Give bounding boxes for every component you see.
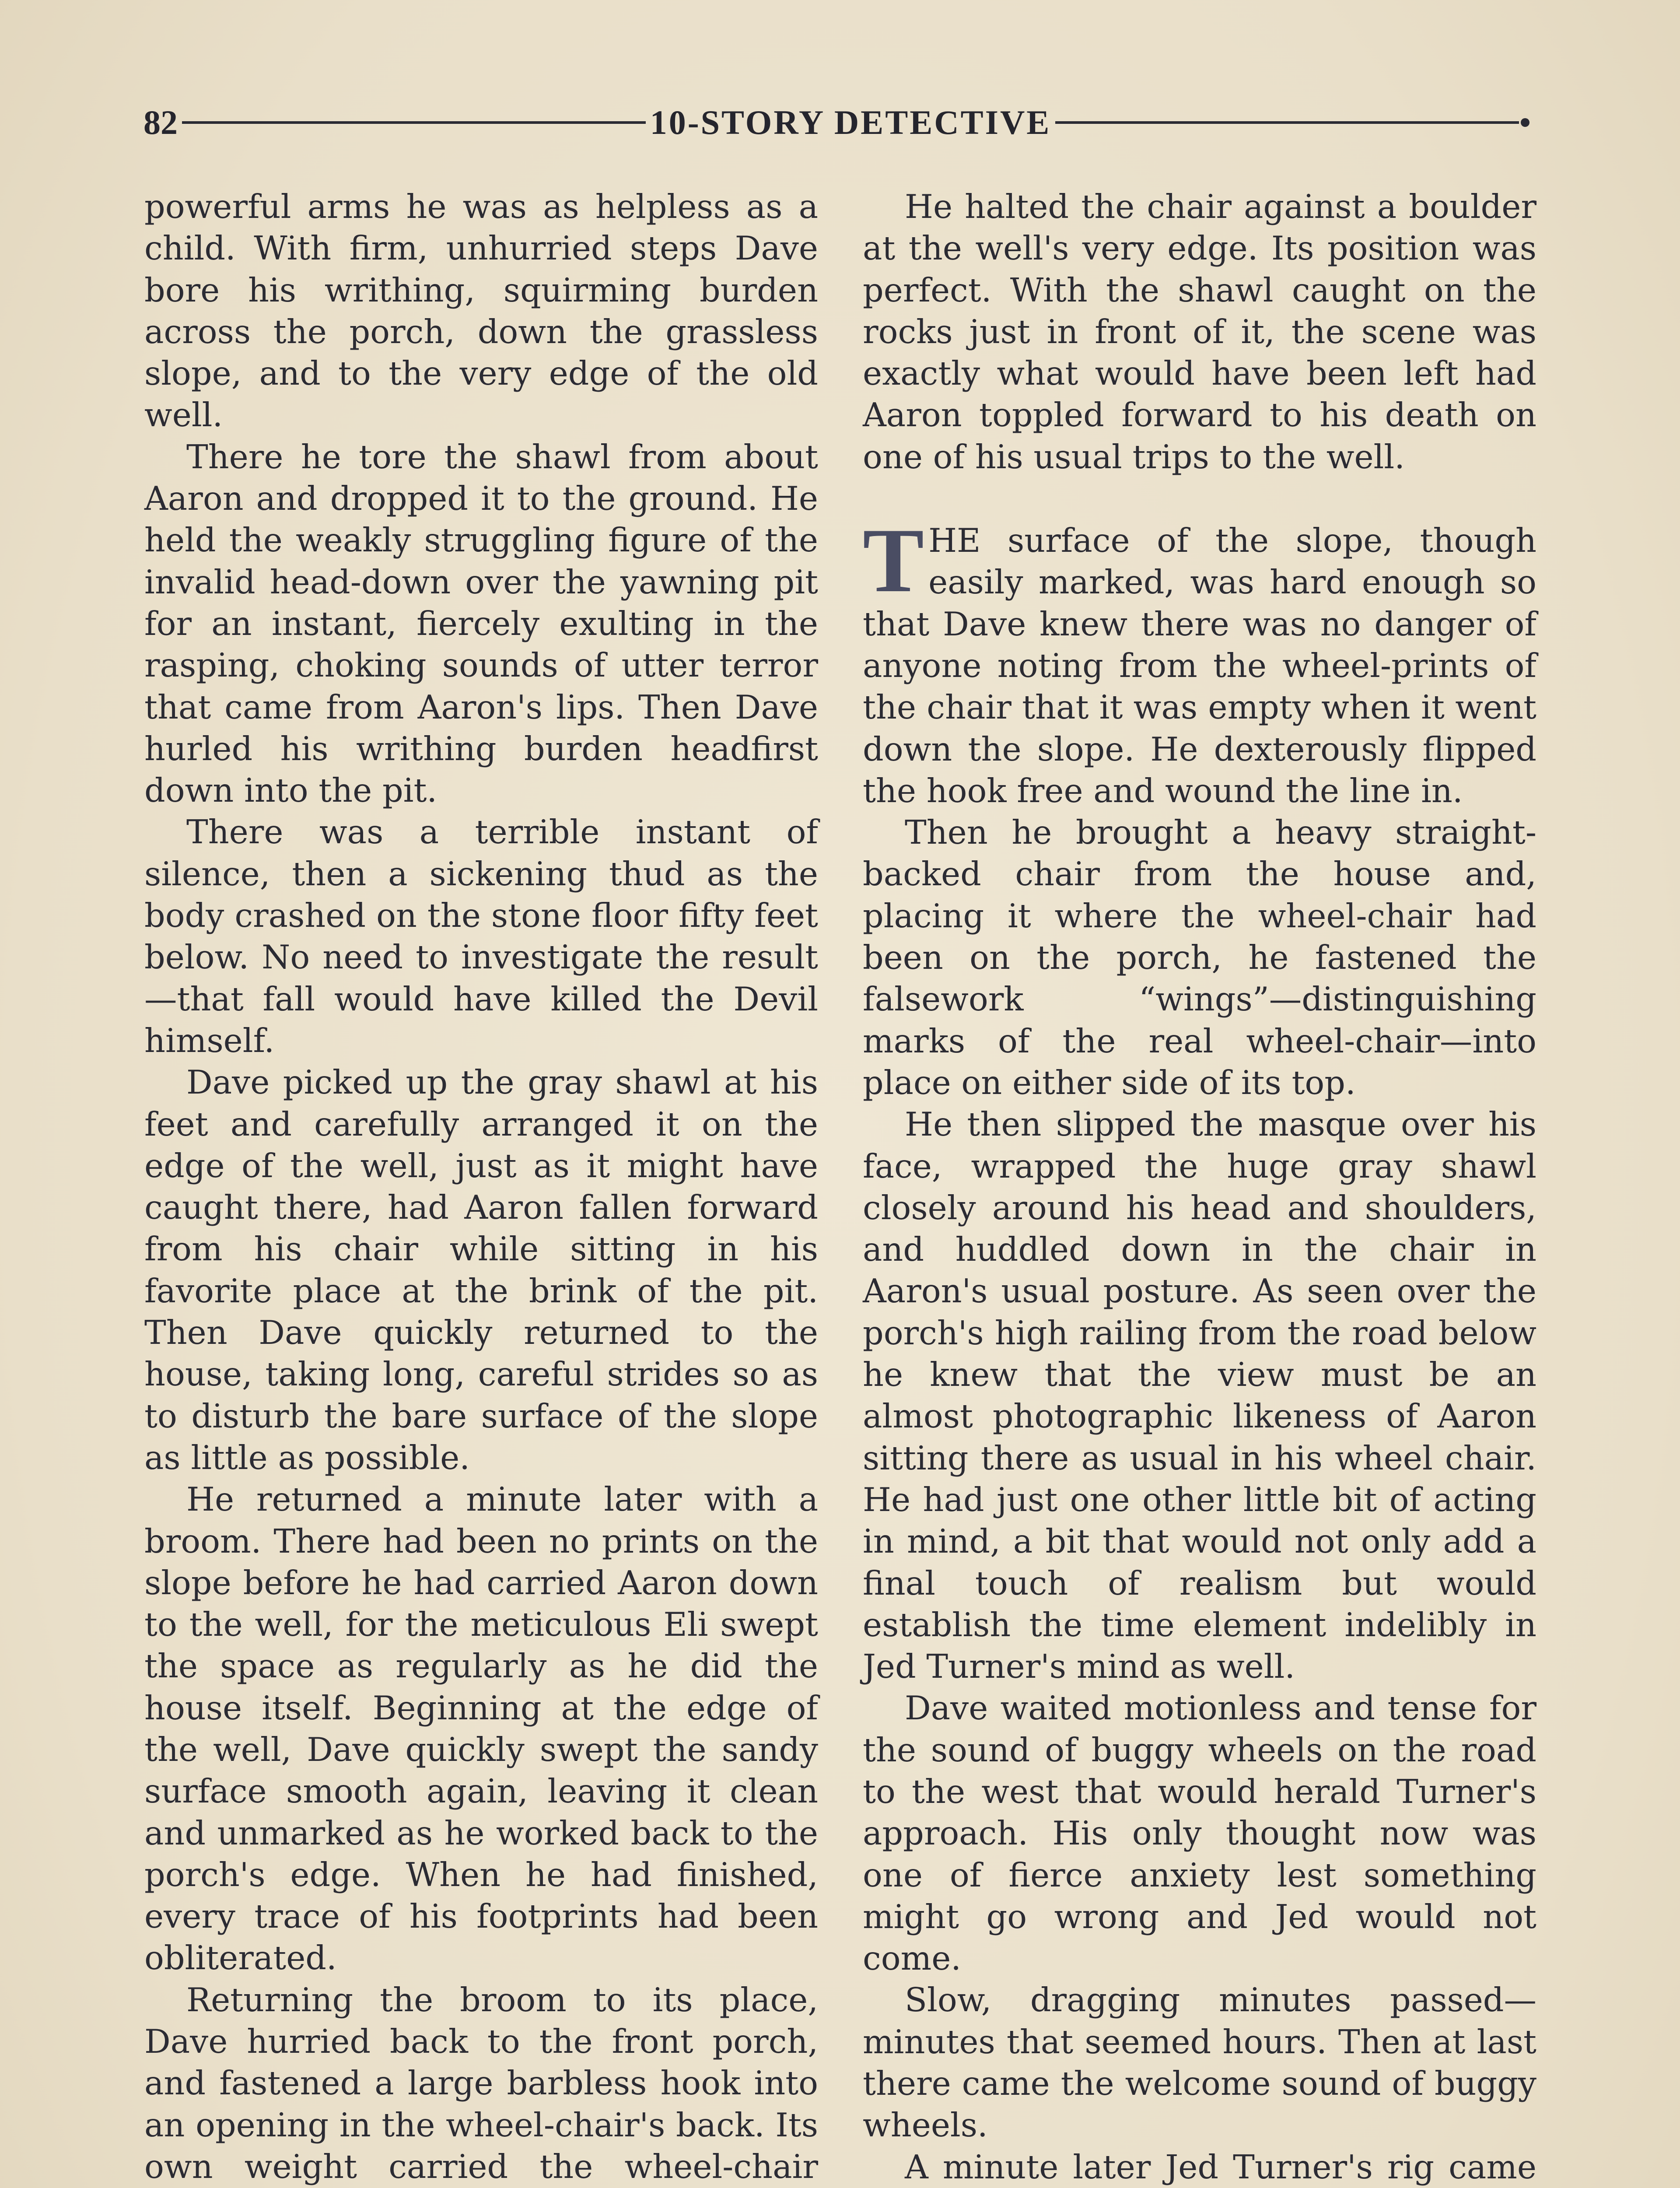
page-header — [144, 101, 1530, 144]
paragraph: Dave picked up the gray shawl at his feet and carefully arranged it on the edge of the well, just as it might have caught there, had Aaron fallen forward from his chair while sitting in his favorite place at the brink of the pit. Then Dave quickly returned to the house, taking long, careful strides so as to disturb the bare surface of the slope as little as possible. — [144, 1063, 818, 1477]
paragraph: Slow, dragging minutes passed—minutes that seemed hours. Then at last there came the welcome sound of buggy wheels. — [863, 1981, 1536, 2145]
paragraph: Returning the broom to its place, Dave hurried back to the front porch, and fastened a large barbless hook into an opening in the wheel-chair's back. Its own weight carried the wheel-chair — [144, 1981, 818, 2186]
paragraph: He then slipped the masque over his face, wrapped the huge gray shawl closely around his head and shoulders, and huddled down in the chair in Aaron's usual posture. As seen over the porch's high railing from the road below he knew that the view must be an almost photographic likeness of Aaron sitting there as usual in his wheel chair. He had just one other little bit of acting in mind, a bit that would not only add a final touch of realism but would establish the time element indelibly in Jed Turner's mind as well. — [863, 1105, 1536, 1686]
paragraph: He returned a minute later with a broom. There had been no prints on the slope before he had carried Aaron down to the well, for the meticulous Eli swept the space as regularly as he did the house itself. Beginning at the edge of the well, Dave quickly swept the sandy surface smooth again, leaving it clean and unmarked as he worked back to the porch's edge. When he had finished, every trace of his footprints had been obliterated. — [144, 1480, 818, 1978]
paragraph: Then he brought a heavy straight-backed chair from the house and, placing it where the wheel-chair had been on the porch, he fastened the falsework “wings”—distinguishing marks of the real wheel-chair—into place on either side of its top. — [863, 813, 1536, 1102]
paragraph: powerful arms he was as helpless as a child. With firm, unhurried steps Dave bore his writhing, squirming burden across the porch, down the grassless slope, and to the very edge of the old well. — [144, 188, 818, 435]
paragraph: A minute later Jed Turner's rig came — [905, 2148, 1536, 2186]
drop-cap: T — [863, 510, 924, 612]
header-rule-end — [1521, 118, 1530, 127]
paragraph: There he tore the shawl from about Aaron and dropped it to the ground. He held the weakly struggling figure of the invalid head-down over the yawning pit for an instant, fiercely exulting in the rasping, choking sounds of utter terror that came from Aaron's lips. Then Dave hurled his writhing burden headfirst down into the pit. — [144, 438, 818, 810]
paragraph: There was a terrible instant of silence, then a sickening thud as the body crashed on the stone floor fifty feet below. No need to investigate the result—that fall would have killed the Devil himself. — [144, 813, 818, 1060]
drop-cap-paragraph-text: HE surface of the slope, though easily marked, was hard enough so that Dave knew there was no danger of anyone noting from the wheel-prints of the chair that it was empty when it went down the slope. He dexterously flipped the hook free and wound the line in. — [863, 522, 1536, 810]
page-number: 82 — [144, 103, 178, 141]
paragraph: He halted the chair against a boulder at the well's very edge. Its position was perfect. With the shawl caught on the rocks just in front of it, the scene was exactly what would have been left had Aaron toppled forward to his death on one of his usual trips to the well. — [863, 188, 1536, 476]
paragraph: Dave waited motionless and tense for the sound of buggy wheels on the road to the west that would herald Turner's approach. His only thought now was one of fierce anxiety lest something might go wrong and Jed would not come. — [863, 1689, 1536, 1978]
section-opening-paragraph — [863, 510, 1536, 812]
right-column — [863, 186, 1536, 2188]
left-column — [144, 186, 818, 2188]
header-rule-right — [1055, 121, 1519, 124]
magazine-title: 10-STORY DETECTIVE — [650, 103, 1051, 141]
header-rule-left — [182, 121, 646, 124]
